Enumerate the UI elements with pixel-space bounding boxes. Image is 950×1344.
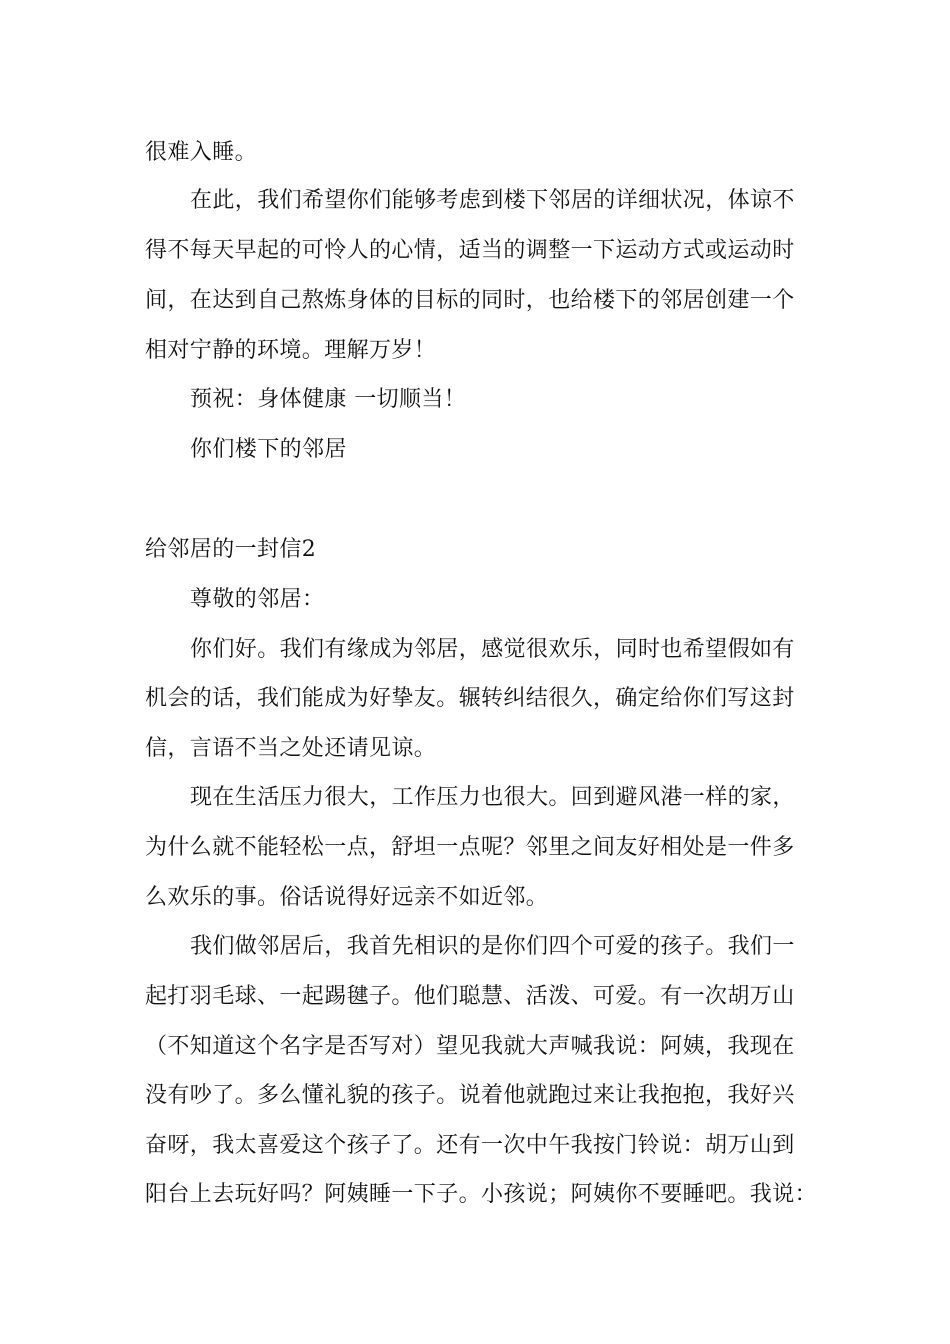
text-line: 很难入睡。 [145,140,258,165]
text-line: 阳台上去玩好吗？阿姨睡一下子。小孩说；阿姨你不要睡吧。我说： [145,1182,818,1207]
salutation: 尊敬的邻居： [190,587,325,612]
paragraph-first-line: 在此，我们希望你们能够考虑到楼下邻居的详细状况，体谅不 [190,188,795,213]
paragraph-first-line: 我们做邻居后，我首先相识的是你们四个可爱的孩子。我们一 [190,934,795,959]
text-line: （不知道这个名字是否写对）望见我就大声喊我说：阿姨，我现在 [145,1034,795,1059]
paragraph-first-line: 现在生活压力很大，工作压力也很大。回到避风港一样的家， [190,785,795,810]
text-line: 机会的话，我们能成为好挚友。辗转纠结很久，确定给你们写这封 [145,686,795,711]
text-line: 没有吵了。多么懂礼貌的孩子。说着他就跑过来让我抱抱，我好兴 [145,1083,795,1108]
text-line: 为什么就不能轻松一点，舒坦一点呢？邻里之间友好相处是一件多 [145,835,795,860]
text-line: 奋呀，我太喜爱这个孩子了。还有一次中午我按门铃说：胡万山到 [145,1133,795,1158]
paragraph-first-line: 你们好。我们有缘成为邻居，感觉很欢乐，同时也希望假如有 [190,637,795,662]
signature: 你们楼下的邻居 [190,437,347,462]
text-line: 间，在达到自己熬炼身体的目标的同时，也给楼下的邻居创建一个 [145,288,795,313]
text-line: 得不每天早起的可怜人的心情，适当的调整一下运动方式或运动时 [145,238,795,263]
letter-title: 给邻居的一封信2 [145,537,317,562]
closing-wishes: 预祝：身体健康 一切顺当！ [190,387,467,412]
text-line: 么欢乐的事。俗话说得好远亲不如近邻。 [145,885,549,910]
text-line: 信，言语不当之处还请见谅。 [145,736,437,761]
text-line: 起打羽毛球、一起踢毽子。他们聪慧、活泼、可爱。有一次胡万山 [145,984,795,1009]
text-line: 相对宁静的环境。理解万岁！ [145,338,437,363]
